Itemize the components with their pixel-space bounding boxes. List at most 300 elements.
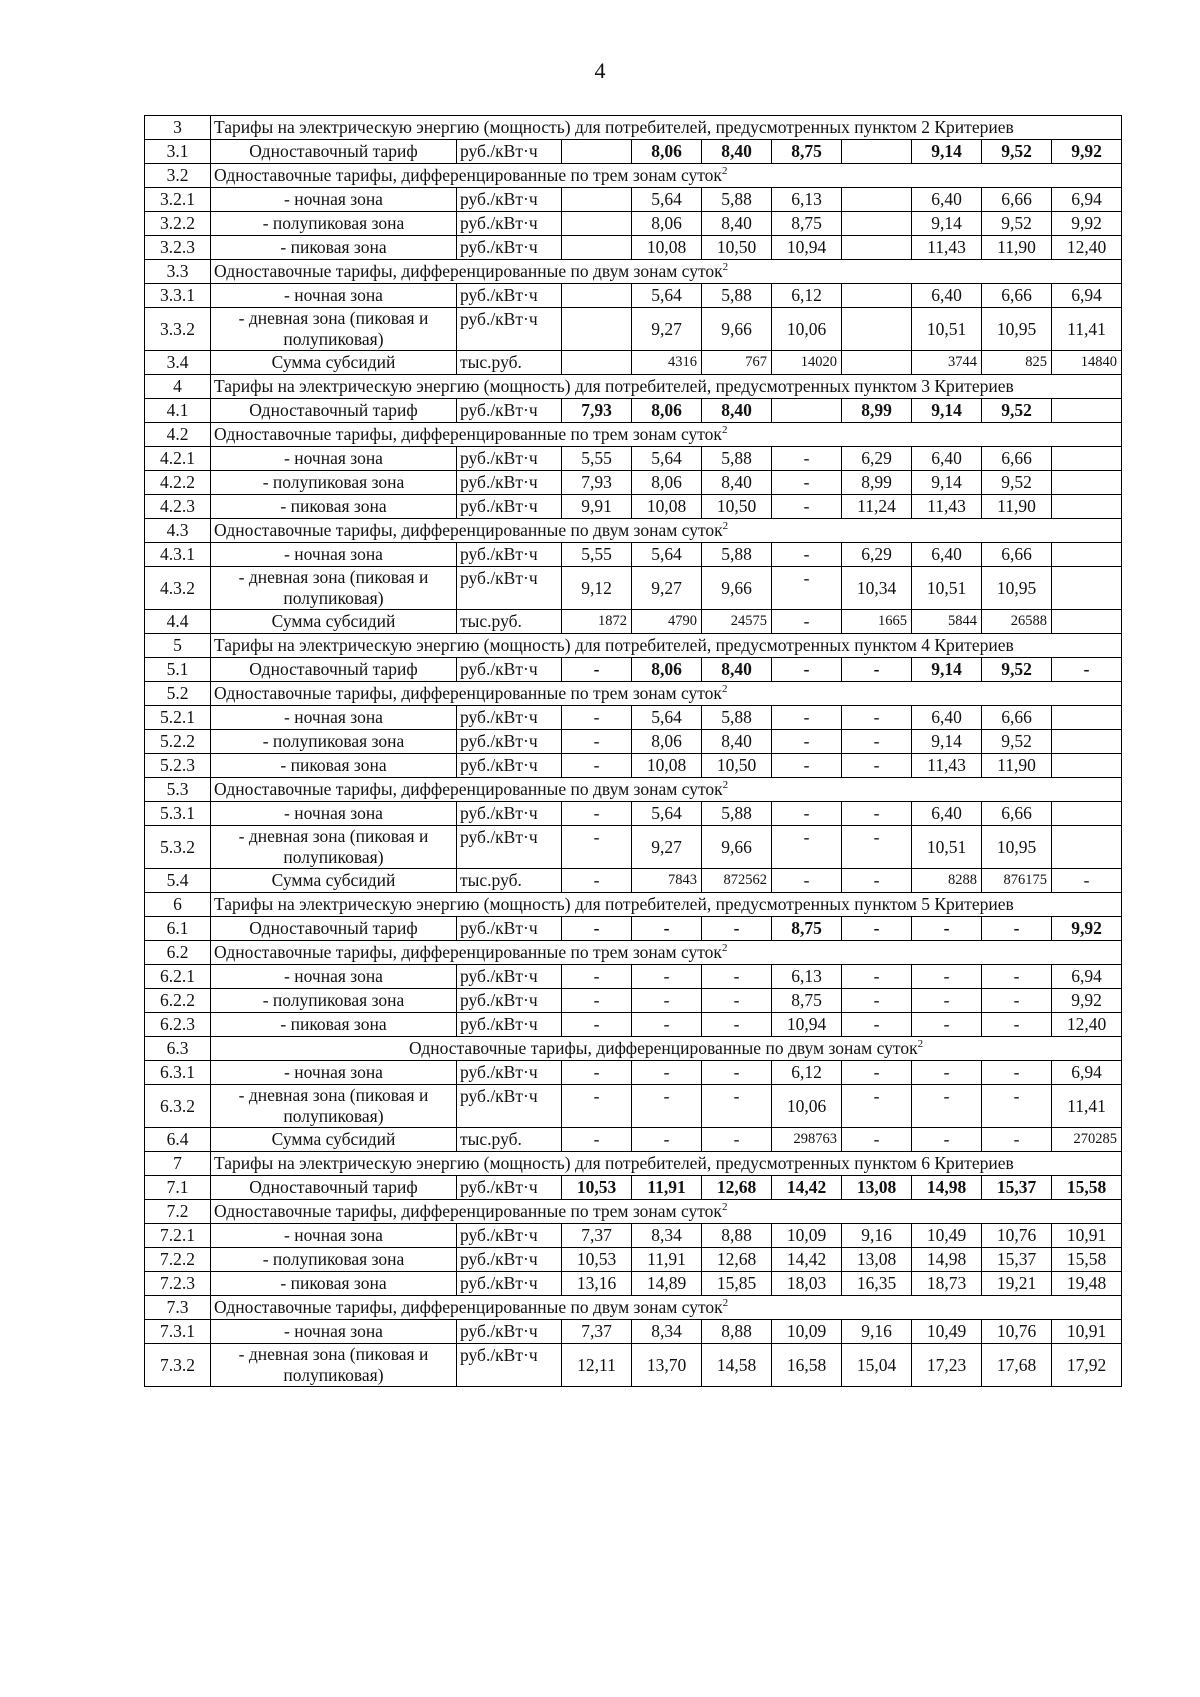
subsection-heading: Одноставочные тарифы, дифференцированные по двум зонам суток$^2$ — [211, 1037, 1122, 1061]
value-cell: 5,64 — [632, 802, 702, 826]
value-cell: 5844 — [912, 610, 982, 634]
value-cell: - — [562, 1128, 632, 1152]
table-row — [145, 1344, 1122, 1387]
unit-label: руб./кВт·ч — [457, 754, 562, 778]
value-cell: 12,40 — [1052, 236, 1122, 260]
row-number: 6.4 — [145, 1128, 211, 1152]
table-row — [145, 802, 1122, 826]
value-cell: 12,11 — [562, 1344, 632, 1387]
row-number: 6.3.2 — [145, 1085, 211, 1128]
unit-label: руб./кВт·ч — [457, 284, 562, 308]
value-cell — [1052, 706, 1122, 730]
row-number: 3.4 — [145, 351, 211, 375]
value-cell: - — [772, 802, 842, 826]
value-cell: 7,93 — [562, 471, 632, 495]
value-cell: - — [912, 965, 982, 989]
value-cell: - — [842, 1061, 912, 1085]
subsection-heading: Одноставочные тарифы, дифференцированные по трем зонам суток$^2$ — [211, 1200, 1122, 1224]
table-row — [145, 706, 1122, 730]
value-cell: 10,34 — [842, 567, 912, 610]
footnote-mark: 2 — [721, 424, 728, 437]
value-cell: 9,52 — [982, 658, 1052, 682]
value-cell: 8,34 — [632, 1224, 702, 1248]
row-number: 4.4 — [145, 610, 211, 634]
value-cell: - — [842, 658, 912, 682]
value-cell: 9,16 — [842, 1224, 912, 1248]
table-row — [145, 116, 1122, 140]
value-cell: 7,37 — [562, 1224, 632, 1248]
value-cell: - — [842, 869, 912, 893]
value-cell: 6,66 — [982, 706, 1052, 730]
value-cell — [842, 351, 912, 375]
row-number: 4.1 — [145, 399, 211, 423]
value-cell: 10,08 — [632, 495, 702, 519]
value-cell: 6,29 — [842, 543, 912, 567]
value-cell: - — [772, 658, 842, 682]
value-cell: 8,06 — [632, 140, 702, 164]
value-cell: 14020 — [772, 351, 842, 375]
value-cell: 13,08 — [842, 1248, 912, 1272]
value-cell: 10,08 — [632, 754, 702, 778]
tariff-name: - ночная зона — [211, 188, 457, 212]
value-cell: 5,55 — [562, 543, 632, 567]
value-cell: 8,06 — [632, 730, 702, 754]
table-row — [145, 1152, 1122, 1176]
row-number: 4.3.2 — [145, 567, 211, 610]
row-number: 6.3.1 — [145, 1061, 211, 1085]
value-cell: 5,88 — [702, 706, 772, 730]
value-cell: 10,76 — [982, 1320, 1052, 1344]
value-cell: 8,40 — [702, 730, 772, 754]
table-row — [145, 941, 1122, 965]
value-cell: 9,52 — [982, 212, 1052, 236]
row-number: 7.2.3 — [145, 1272, 211, 1296]
value-cell: - — [562, 706, 632, 730]
row-number: 5.2 — [145, 682, 211, 706]
value-cell: 9,16 — [842, 1320, 912, 1344]
value-cell: 18,73 — [912, 1272, 982, 1296]
table-row — [145, 893, 1122, 917]
value-cell — [562, 236, 632, 260]
value-cell: 15,37 — [982, 1176, 1052, 1200]
value-cell: - — [702, 989, 772, 1013]
value-cell: - — [842, 754, 912, 778]
tariff-name: - полупиковая зона — [211, 989, 457, 1013]
value-cell: - — [982, 1128, 1052, 1152]
row-number: 6.2.2 — [145, 989, 211, 1013]
tariff-name: - пиковая зона — [211, 495, 457, 519]
row-number: 4.2.2 — [145, 471, 211, 495]
value-cell — [1052, 471, 1122, 495]
value-cell: 10,50 — [702, 754, 772, 778]
subsection-heading: Одноставочные тарифы, дифференцированные по трем зонам суток$^2$ — [211, 164, 1122, 188]
row-number: 3 — [145, 116, 211, 140]
row-number: 7.1 — [145, 1176, 211, 1200]
value-cell: - — [842, 965, 912, 989]
value-cell: 8,40 — [702, 140, 772, 164]
value-cell: 14,58 — [702, 1344, 772, 1387]
value-cell: 9,52 — [982, 140, 1052, 164]
value-cell — [1052, 610, 1122, 634]
table-row — [145, 1200, 1122, 1224]
row-number: 7.3.2 — [145, 1344, 211, 1387]
value-cell: 10,91 — [1052, 1320, 1122, 1344]
unit-label: тыс.руб. — [457, 869, 562, 893]
value-cell: 14840 — [1052, 351, 1122, 375]
value-cell: 1665 — [842, 610, 912, 634]
value-cell: 8,06 — [632, 471, 702, 495]
row-number: 7.2.2 — [145, 1248, 211, 1272]
value-cell: 4316 — [632, 351, 702, 375]
footnote-mark: 2 — [917, 1038, 924, 1051]
value-cell: - — [562, 754, 632, 778]
tariff-name: Одноставочный тариф — [211, 140, 457, 164]
value-cell: 10,94 — [772, 1013, 842, 1037]
row-number: 3.2 — [145, 164, 211, 188]
subsection-heading: Одноставочные тарифы, дифференцированные по трем зонам суток$^2$ — [211, 682, 1122, 706]
value-cell: - — [562, 802, 632, 826]
unit-label: руб./кВт·ч — [457, 1248, 562, 1272]
row-number: 5.2.1 — [145, 706, 211, 730]
row-number: 5.2.2 — [145, 730, 211, 754]
tariff-name: - ночная зона — [211, 965, 457, 989]
tariff-name: Одноставочный тариф — [211, 917, 457, 941]
unit-label: руб./кВт·ч — [457, 399, 562, 423]
section-heading: Тарифы на электрическую энергию (мощность) для потребителей, предусмотренных пунктом 6 Критериев — [211, 1152, 1122, 1176]
value-cell: - — [562, 730, 632, 754]
tariff-name: - дневная зона (пиковая и полупиковая) — [211, 567, 457, 610]
subsection-heading: Одноставочные тарифы, дифференцированные по двум зонам суток$^2$ — [211, 778, 1122, 802]
table-row — [145, 658, 1122, 682]
unit-label: тыс.руб. — [457, 1128, 562, 1152]
value-cell: 10,51 — [912, 567, 982, 610]
value-cell: 5,64 — [632, 543, 702, 567]
value-cell: - — [912, 917, 982, 941]
value-cell: 10,50 — [702, 236, 772, 260]
tariff-name: - ночная зона — [211, 1061, 457, 1085]
table-row — [145, 447, 1122, 471]
tariff-name: - ночная зона — [211, 706, 457, 730]
value-cell: 11,24 — [842, 495, 912, 519]
value-cell: - — [702, 965, 772, 989]
value-cell: 13,08 — [842, 1176, 912, 1200]
value-cell: - — [772, 826, 842, 869]
unit-label: руб./кВт·ч — [457, 706, 562, 730]
value-cell: 11,90 — [982, 754, 1052, 778]
row-number: 3.2.1 — [145, 188, 211, 212]
table-row — [145, 1013, 1122, 1037]
value-cell: 15,58 — [1052, 1176, 1122, 1200]
value-cell: - — [562, 1013, 632, 1037]
value-cell — [1052, 826, 1122, 869]
value-cell — [842, 140, 912, 164]
value-cell: - — [632, 1085, 702, 1128]
row-number: 7.2 — [145, 1200, 211, 1224]
value-cell: - — [702, 1013, 772, 1037]
value-cell: 6,40 — [912, 188, 982, 212]
value-cell: 16,35 — [842, 1272, 912, 1296]
table-row — [145, 1061, 1122, 1085]
value-cell: 876175 — [982, 869, 1052, 893]
value-cell — [1052, 399, 1122, 423]
value-cell: - — [982, 917, 1052, 941]
value-cell: 14,98 — [912, 1176, 982, 1200]
value-cell: 8,40 — [702, 212, 772, 236]
table-row — [145, 778, 1122, 802]
footnote-mark: 2 — [721, 942, 728, 955]
value-cell: - — [772, 471, 842, 495]
value-cell: 10,91 — [1052, 1224, 1122, 1248]
value-cell: 6,94 — [1052, 965, 1122, 989]
row-number: 7.2.1 — [145, 1224, 211, 1248]
value-cell: 10,95 — [982, 826, 1052, 869]
value-cell — [1052, 447, 1122, 471]
table-row — [145, 1296, 1122, 1320]
table-row — [145, 236, 1122, 260]
value-cell: 11,90 — [982, 495, 1052, 519]
table-row — [145, 423, 1122, 447]
row-number: 5.3.2 — [145, 826, 211, 869]
value-cell: 10,95 — [982, 567, 1052, 610]
value-cell — [562, 308, 632, 351]
unit-label: руб./кВт·ч — [457, 188, 562, 212]
value-cell: 5,64 — [632, 447, 702, 471]
value-cell: 10,09 — [772, 1320, 842, 1344]
value-cell: - — [842, 1085, 912, 1128]
value-cell: - — [772, 706, 842, 730]
unit-label: руб./кВт·ч — [457, 917, 562, 941]
value-cell: 1872 — [562, 610, 632, 634]
tariff-name: - пиковая зона — [211, 1272, 457, 1296]
value-cell: 9,52 — [982, 730, 1052, 754]
tariff-name: - дневная зона (пиковая и полупиковая) — [211, 1344, 457, 1387]
tariff-name: - пиковая зона — [211, 754, 457, 778]
value-cell: - — [562, 658, 632, 682]
value-cell: - — [562, 869, 632, 893]
value-cell: 10,51 — [912, 308, 982, 351]
value-cell: 9,66 — [702, 567, 772, 610]
value-cell: 12,68 — [702, 1248, 772, 1272]
table-row — [145, 308, 1122, 351]
value-cell: - — [982, 989, 1052, 1013]
subsection-heading: Одноставочные тарифы, дифференцированные по двум зонам суток$^2$ — [211, 1296, 1122, 1320]
footnote-mark: 2 — [721, 683, 728, 696]
unit-label: руб./кВт·ч — [457, 1061, 562, 1085]
value-cell: 10,53 — [562, 1176, 632, 1200]
table-row — [145, 1037, 1122, 1061]
value-cell: - — [772, 610, 842, 634]
tariff-name: - ночная зона — [211, 543, 457, 567]
table-row — [145, 634, 1122, 658]
unit-label: руб./кВт·ч — [457, 1344, 562, 1387]
value-cell: - — [562, 965, 632, 989]
table-row — [145, 730, 1122, 754]
value-cell: 8,99 — [842, 471, 912, 495]
value-cell: 6,40 — [912, 802, 982, 826]
value-cell: 9,14 — [912, 399, 982, 423]
value-cell: 10,95 — [982, 308, 1052, 351]
value-cell: 6,29 — [842, 447, 912, 471]
tariff-name: Сумма субсидий — [211, 1128, 457, 1152]
value-cell: 9,66 — [702, 826, 772, 869]
unit-label: тыс.руб. — [457, 610, 562, 634]
row-number: 3.3.2 — [145, 308, 211, 351]
value-cell — [1052, 567, 1122, 610]
row-number: 4.3.1 — [145, 543, 211, 567]
subsection-heading: Одноставочные тарифы, дифференцированные по трем зонам суток$^2$ — [211, 423, 1122, 447]
value-cell: 9,14 — [912, 658, 982, 682]
value-cell — [842, 236, 912, 260]
unit-label: руб./кВт·ч — [457, 567, 562, 610]
value-cell: 19,48 — [1052, 1272, 1122, 1296]
tariff-name: - дневная зона (пиковая и полупиковая) — [211, 826, 457, 869]
tariff-name: Сумма субсидий — [211, 610, 457, 634]
value-cell: 8,06 — [632, 212, 702, 236]
value-cell: 11,43 — [912, 236, 982, 260]
value-cell: 6,40 — [912, 706, 982, 730]
table-row — [145, 399, 1122, 423]
unit-label: руб./кВт·ч — [457, 543, 562, 567]
tariff-name: - полупиковая зона — [211, 212, 457, 236]
value-cell: 26588 — [982, 610, 1052, 634]
tariff-name: - пиковая зона — [211, 236, 457, 260]
row-number: 6.2 — [145, 941, 211, 965]
value-cell — [842, 284, 912, 308]
row-number: 6.2.3 — [145, 1013, 211, 1037]
value-cell: 6,12 — [772, 1061, 842, 1085]
value-cell: 5,55 — [562, 447, 632, 471]
unit-label: руб./кВт·ч — [457, 495, 562, 519]
value-cell: 7,37 — [562, 1320, 632, 1344]
value-cell: - — [632, 1013, 702, 1037]
value-cell: 6,94 — [1052, 188, 1122, 212]
value-cell: 8,75 — [772, 212, 842, 236]
row-number: 3.3 — [145, 260, 211, 284]
unit-label: руб./кВт·ч — [457, 236, 562, 260]
value-cell: - — [912, 989, 982, 1013]
value-cell: - — [632, 917, 702, 941]
value-cell: - — [1052, 869, 1122, 893]
value-cell: 6,66 — [982, 284, 1052, 308]
value-cell: 12,68 — [702, 1176, 772, 1200]
section-heading: Тарифы на электрическую энергию (мощность) для потребителей, предусмотренных пунктом 4 Критериев — [211, 634, 1122, 658]
tariff-name: - ночная зона — [211, 447, 457, 471]
value-cell: 6,94 — [1052, 284, 1122, 308]
tariff-name: - ночная зона — [211, 1224, 457, 1248]
value-cell — [1052, 495, 1122, 519]
value-cell: 15,37 — [982, 1248, 1052, 1272]
table-row — [145, 989, 1122, 1013]
unit-label: руб./кВт·ч — [457, 1176, 562, 1200]
value-cell — [1052, 754, 1122, 778]
value-cell: 5,88 — [702, 447, 772, 471]
value-cell: 10,49 — [912, 1320, 982, 1344]
value-cell — [772, 399, 842, 423]
value-cell: 11,41 — [1052, 308, 1122, 351]
value-cell — [562, 188, 632, 212]
table-row — [145, 682, 1122, 706]
value-cell: - — [842, 802, 912, 826]
row-number: 5.3.1 — [145, 802, 211, 826]
unit-label: руб./кВт·ч — [457, 658, 562, 682]
value-cell: 6,66 — [982, 188, 1052, 212]
value-cell: 10,76 — [982, 1224, 1052, 1248]
row-number: 6.1 — [145, 917, 211, 941]
value-cell: - — [702, 917, 772, 941]
row-number: 7.3.1 — [145, 1320, 211, 1344]
subsection-heading: Одноставочные тарифы, дифференцированные по двум зонам суток$^2$ — [211, 519, 1122, 543]
value-cell: 6,13 — [772, 965, 842, 989]
value-cell: - — [632, 989, 702, 1013]
footnote-mark: 2 — [721, 165, 728, 178]
table-row — [145, 1176, 1122, 1200]
value-cell: - — [842, 1013, 912, 1037]
value-cell: - — [912, 1128, 982, 1152]
value-cell: 6,40 — [912, 284, 982, 308]
value-cell — [1052, 730, 1122, 754]
value-cell: 6,13 — [772, 188, 842, 212]
value-cell: 8,34 — [632, 1320, 702, 1344]
value-cell: - — [772, 543, 842, 567]
table-row — [145, 543, 1122, 567]
value-cell: 14,42 — [772, 1248, 842, 1272]
value-cell: 9,52 — [982, 471, 1052, 495]
value-cell: 6,40 — [912, 447, 982, 471]
value-cell: 6,94 — [1052, 1061, 1122, 1085]
value-cell: 5,88 — [702, 284, 772, 308]
value-cell: 6,66 — [982, 447, 1052, 471]
row-number: 3.3.1 — [145, 284, 211, 308]
unit-label: руб./кВт·ч — [457, 802, 562, 826]
unit-label: руб./кВт·ч — [457, 212, 562, 236]
row-number: 4.3 — [145, 519, 211, 543]
table-row — [145, 164, 1122, 188]
value-cell: - — [842, 706, 912, 730]
value-cell: 872562 — [702, 869, 772, 893]
tariff-name: - ночная зона — [211, 284, 457, 308]
value-cell: - — [842, 730, 912, 754]
value-cell: 14,98 — [912, 1248, 982, 1272]
value-cell: 8288 — [912, 869, 982, 893]
table-row — [145, 212, 1122, 236]
value-cell: - — [772, 730, 842, 754]
table-row — [145, 1320, 1122, 1344]
value-cell — [1052, 543, 1122, 567]
value-cell: 298763 — [772, 1128, 842, 1152]
table-row — [145, 754, 1122, 778]
value-cell: - — [562, 1061, 632, 1085]
value-cell: - — [772, 754, 842, 778]
value-cell: 9,27 — [632, 826, 702, 869]
value-cell: 8,40 — [702, 471, 772, 495]
value-cell: 17,68 — [982, 1344, 1052, 1387]
value-cell: 17,23 — [912, 1344, 982, 1387]
value-cell: 9,27 — [632, 567, 702, 610]
row-number: 3.2.2 — [145, 212, 211, 236]
value-cell: 7,93 — [562, 399, 632, 423]
value-cell: 9,12 — [562, 567, 632, 610]
unit-label: руб./кВт·ч — [457, 1224, 562, 1248]
unit-label: руб./кВт·ч — [457, 1320, 562, 1344]
row-number: 6.3 — [145, 1037, 211, 1061]
value-cell: 8,75 — [772, 140, 842, 164]
value-cell: 8,75 — [772, 917, 842, 941]
value-cell — [562, 351, 632, 375]
table-row — [145, 567, 1122, 610]
value-cell: 9,52 — [982, 399, 1052, 423]
value-cell: 15,58 — [1052, 1248, 1122, 1272]
row-number: 5.1 — [145, 658, 211, 682]
